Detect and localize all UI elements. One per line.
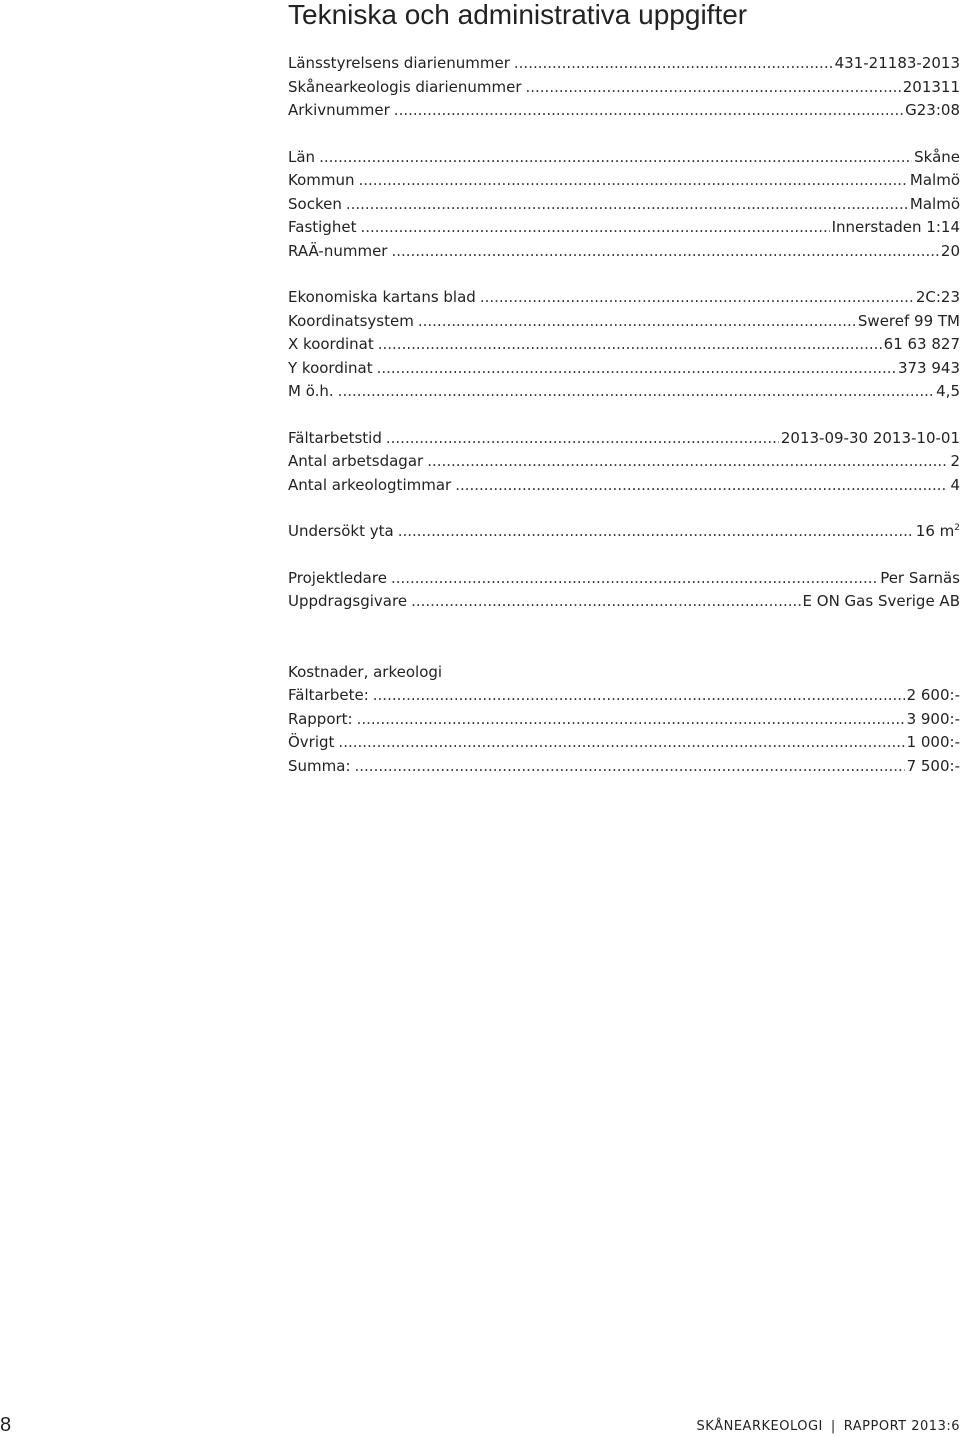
dot-leader	[357, 708, 905, 732]
group-spacer	[288, 497, 960, 520]
cost-label: Fältarbete:	[288, 686, 369, 704]
detail-value	[950, 450, 960, 474]
detail-row	[288, 520, 960, 544]
detail-value-text: 431-21183-2013	[834, 54, 960, 72]
detail-row	[288, 193, 960, 217]
detail-value-text: Malmö	[909, 194, 960, 213]
dot-leader	[480, 286, 914, 310]
detail-group	[288, 520, 960, 544]
dot-leader	[386, 427, 779, 451]
detail-label: Antal arbetsdagar	[288, 452, 424, 470]
cost-label: Summa:	[288, 756, 351, 775]
cost-value: 3 900:-	[906, 709, 960, 728]
detail-group	[288, 286, 960, 404]
cost-row	[288, 731, 960, 755]
dot-leader	[355, 755, 905, 779]
detail-row	[288, 380, 960, 404]
detail-value	[916, 520, 960, 544]
dot-leader	[338, 380, 934, 404]
detail-value-text: 61 63 827	[883, 335, 960, 353]
dot-leader	[525, 76, 900, 100]
detail-row	[288, 240, 960, 264]
costs-heading: Kostnader, arkeologi	[288, 662, 443, 681]
costs-section	[288, 661, 960, 779]
detail-value	[914, 146, 960, 170]
footer-report: RAPPORT 2013:6	[843, 1419, 960, 1434]
spacer	[288, 614, 960, 661]
detail-row	[288, 590, 960, 614]
detail-value-text: 4	[950, 475, 960, 494]
detail-value-text: 2C:23	[915, 288, 960, 306]
detail-row	[288, 310, 960, 334]
detail-label: Undersökt yta	[288, 522, 394, 540]
detail-label: Socken	[288, 194, 342, 213]
detail-group	[288, 567, 960, 614]
footer-publisher: SKÅNEARKEOLOGI	[696, 1419, 823, 1434]
unit-superscript: 2	[954, 523, 960, 533]
detail-label: M ö.h.	[288, 382, 334, 400]
detail-value	[936, 380, 960, 404]
detail-value	[950, 474, 960, 498]
detail-row	[288, 450, 960, 474]
detail-group	[288, 427, 960, 498]
detail-value	[880, 567, 960, 591]
detail-label: Arkivnummer	[288, 101, 390, 119]
dot-leader	[360, 216, 829, 240]
detail-label: Fastighet	[288, 218, 357, 236]
detail-value	[916, 286, 960, 310]
dot-leader	[373, 684, 905, 708]
detail-value	[941, 240, 960, 264]
detail-value	[832, 216, 960, 240]
detail-value	[905, 99, 960, 123]
detail-value-text: Innerstaden 1:14	[831, 218, 960, 236]
detail-label: Län	[288, 147, 316, 166]
group-spacer	[288, 544, 960, 567]
page-number: 8	[0, 1414, 12, 1436]
cost-label: Övrigt	[288, 733, 335, 751]
dot-leader	[338, 731, 904, 755]
detail-value	[835, 52, 960, 76]
detail-value	[903, 76, 960, 100]
dot-leader	[378, 333, 882, 357]
dot-leader	[514, 52, 833, 76]
detail-value-text: Skåne	[914, 147, 960, 166]
detail-label: Kommun	[288, 171, 355, 189]
cost-row	[288, 708, 960, 732]
detail-label: Länsstyrelsens diarienummer	[288, 54, 510, 72]
detail-row	[288, 99, 960, 123]
dot-leader	[359, 169, 908, 193]
detail-value-text: Malmö	[909, 171, 960, 189]
dot-leader	[455, 474, 948, 498]
detail-group	[288, 146, 960, 264]
detail-value	[781, 427, 960, 451]
detail-label: Skånearkeologis diarienummer	[288, 77, 522, 96]
detail-label: Projektledare	[288, 568, 387, 587]
detail-label: Fältarbetstid	[288, 428, 382, 447]
cost-items	[288, 684, 960, 778]
detail-label: Antal arkeologtimmar	[288, 475, 452, 494]
detail-row	[288, 169, 960, 193]
detail-value	[910, 193, 960, 217]
detail-row	[288, 474, 960, 498]
detail-label: Koordinatsystem	[288, 311, 414, 330]
detail-group	[288, 52, 960, 123]
detail-value-text: Per Sarnäs	[880, 568, 960, 587]
detail-row	[288, 333, 960, 357]
cost-value: 2 600:-	[906, 686, 960, 704]
detail-row	[288, 567, 960, 591]
group-spacer	[288, 404, 960, 427]
detail-row	[288, 357, 960, 381]
dot-leader	[394, 99, 903, 123]
detail-value-text: 2	[950, 452, 960, 470]
detail-label: Ekonomiska kartans blad	[288, 288, 476, 306]
detail-value-text: 16 m	[915, 522, 955, 540]
cost-row	[288, 684, 960, 708]
dot-leader	[346, 193, 908, 217]
detail-row	[288, 216, 960, 240]
cost-value: 7 500:-	[906, 756, 960, 775]
detail-value	[803, 590, 960, 614]
detail-row	[288, 286, 960, 310]
detail-label: Uppdragsgivare	[288, 592, 408, 610]
detail-value-text: 20	[940, 241, 960, 260]
footer-separator: |	[830, 1419, 836, 1434]
cost-label: Rapport:	[288, 709, 353, 728]
dot-leader	[391, 567, 878, 591]
detail-value	[858, 310, 960, 334]
detail-row	[288, 76, 960, 100]
detail-label: RAÄ-nummer	[288, 241, 388, 260]
detail-value-text: 201311	[902, 77, 960, 96]
detail-label: Y koordinat	[288, 358, 373, 377]
detail-value-text: E ON Gas Sverige AB	[802, 592, 960, 610]
dot-leader	[398, 520, 914, 544]
detail-groups	[288, 52, 960, 614]
detail-value	[910, 169, 960, 193]
detail-value-text: 4,5	[936, 382, 960, 400]
cost-row	[288, 755, 960, 779]
cost-value: 1 000:-	[906, 733, 960, 751]
dot-leader	[418, 310, 856, 334]
dot-leader	[427, 450, 948, 474]
dot-leader	[319, 146, 912, 170]
detail-value-text: 2013-09-30 2013-10-01	[780, 428, 960, 447]
detail-value	[898, 357, 960, 381]
detail-row	[288, 146, 960, 170]
footer-series	[696, 1418, 960, 1436]
detail-row	[288, 427, 960, 451]
page-title: Tekniska och administrativa uppgifter	[288, 0, 748, 30]
dot-leader	[391, 240, 938, 264]
dot-leader	[377, 357, 896, 381]
detail-value-text: Sweref 99 TM	[857, 311, 960, 330]
admin-details	[288, 52, 960, 778]
group-spacer	[288, 123, 960, 146]
detail-value	[884, 333, 960, 357]
group-spacer	[288, 263, 960, 286]
detail-row	[288, 52, 960, 76]
detail-value-text: G23:08	[905, 101, 960, 119]
detail-value-text: 373 943	[897, 358, 960, 377]
detail-label: X koordinat	[288, 335, 374, 353]
dot-leader	[411, 590, 800, 614]
